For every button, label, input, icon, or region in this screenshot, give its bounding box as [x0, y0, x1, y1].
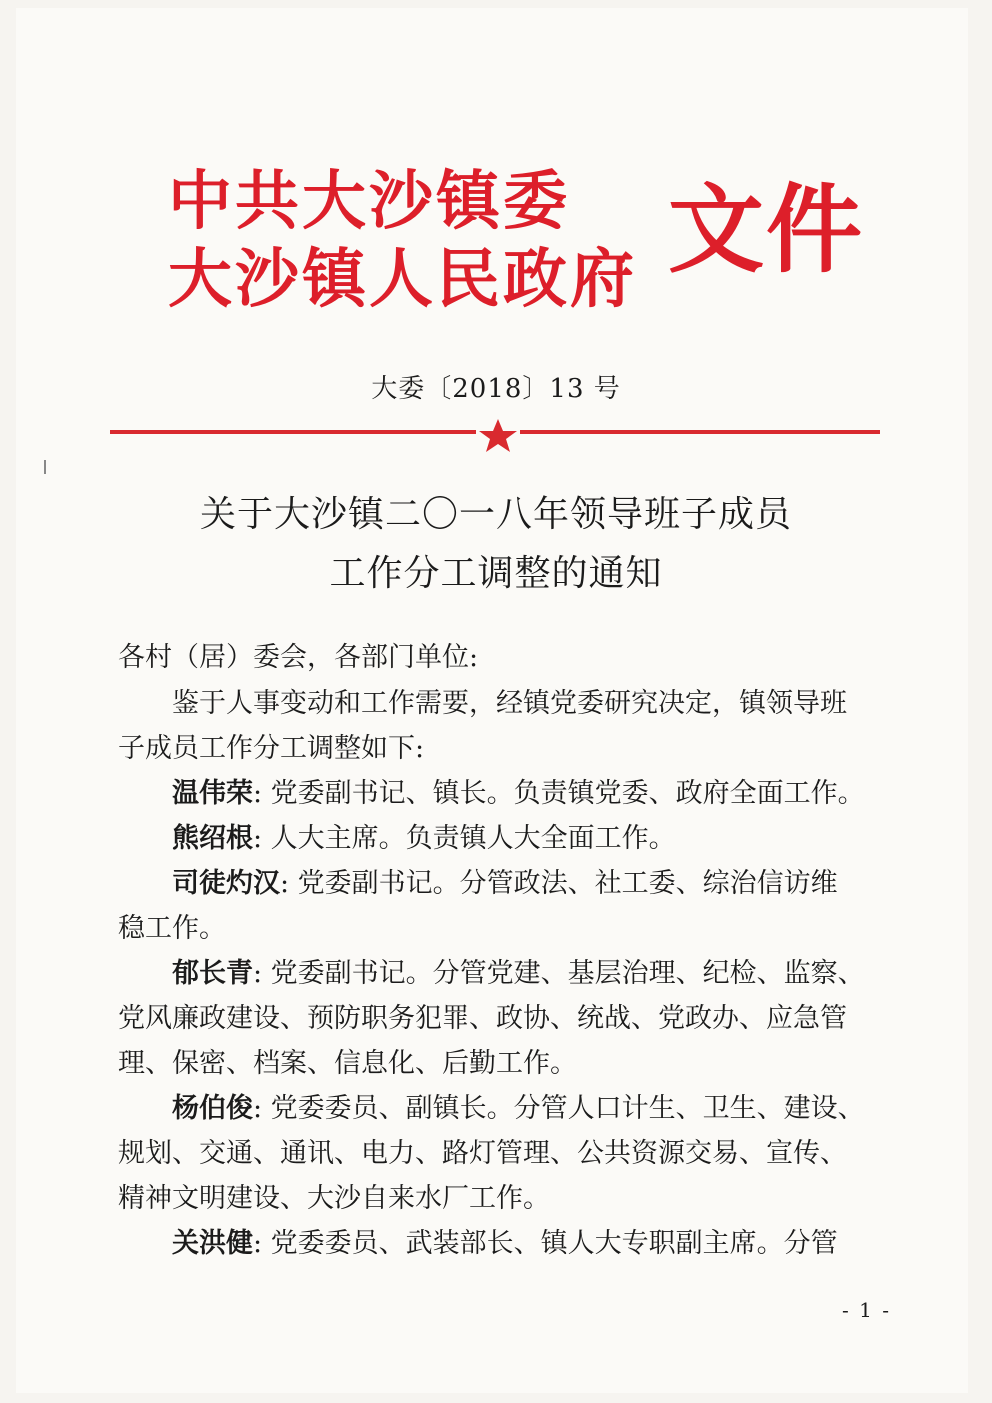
official-name: 温伟荣	[172, 778, 253, 809]
assignment-entry	[172, 778, 865, 810]
document-number: 大委〔2018〕13 号	[371, 374, 621, 404]
official-name: 司徒灼汉	[172, 868, 280, 899]
official-duties-continued: 党风廉政建设、预防职务犯罪、政协、统战、党政办、应急管	[118, 1003, 847, 1034]
assignment-entry	[172, 868, 838, 900]
document-label: 文件	[668, 174, 864, 286]
official-duties-continued: 精神文明建设、大沙自来水厂工作。	[118, 1183, 550, 1214]
red-star-icon	[476, 418, 520, 454]
page-number: - 1 -	[842, 1298, 891, 1322]
intro-line-1: 鉴于人事变动和工作需要，经镇党委研究决定，镇领导班	[172, 688, 847, 719]
intro-line-2: 子成员工作分工调整如下:	[118, 733, 425, 764]
official-name: 熊绍根	[172, 823, 253, 854]
official-duties: : 党委副书记。分管政法、社工委、综治信访维	[280, 868, 838, 899]
assignment-entry	[172, 1228, 838, 1260]
assignment-entry	[172, 1093, 865, 1125]
assignment-entry	[172, 958, 865, 990]
notice-title-line-2: 工作分工调整的通知	[329, 553, 663, 594]
red-rule-left	[110, 430, 476, 434]
official-name: 郁长青	[172, 958, 253, 989]
official-duties-continued: 理、保密、档案、信息化、后勤工作。	[118, 1048, 577, 1079]
official-duties-continued: 稳工作。	[118, 913, 226, 944]
official-duties: : 党委委员、副镇长。分管人口计生、卫生、建设、	[253, 1093, 865, 1124]
official-name: 关洪健	[172, 1228, 253, 1259]
assignment-entry	[172, 823, 676, 855]
official-duties: : 人大主席。负责镇人大全面工作。	[253, 823, 676, 854]
scan-mark	[44, 460, 46, 474]
notice-title-line-1: 关于大沙镇二〇一八年领导班子成员	[199, 494, 792, 535]
issuer-party-committee: 中共大沙镇委	[168, 165, 570, 239]
official-duties: : 党委委员、武装部长、镇人大专职副主席。分管	[253, 1228, 838, 1259]
official-duties: : 党委副书记、镇长。负责镇党委、政府全面工作。	[253, 778, 865, 809]
official-name: 杨伯俊	[172, 1093, 253, 1124]
red-rule-right	[520, 430, 880, 434]
salutation: 各村（居）委会，各部门单位:	[118, 642, 479, 673]
official-duties-continued: 规划、交通、通讯、电力、路灯管理、公共资源交易、宣传、	[118, 1138, 847, 1169]
official-duties: : 党委副书记。分管党建、基层治理、纪检、监察、	[253, 958, 865, 989]
issuer-town-government: 大沙镇人民政府	[168, 243, 637, 317]
